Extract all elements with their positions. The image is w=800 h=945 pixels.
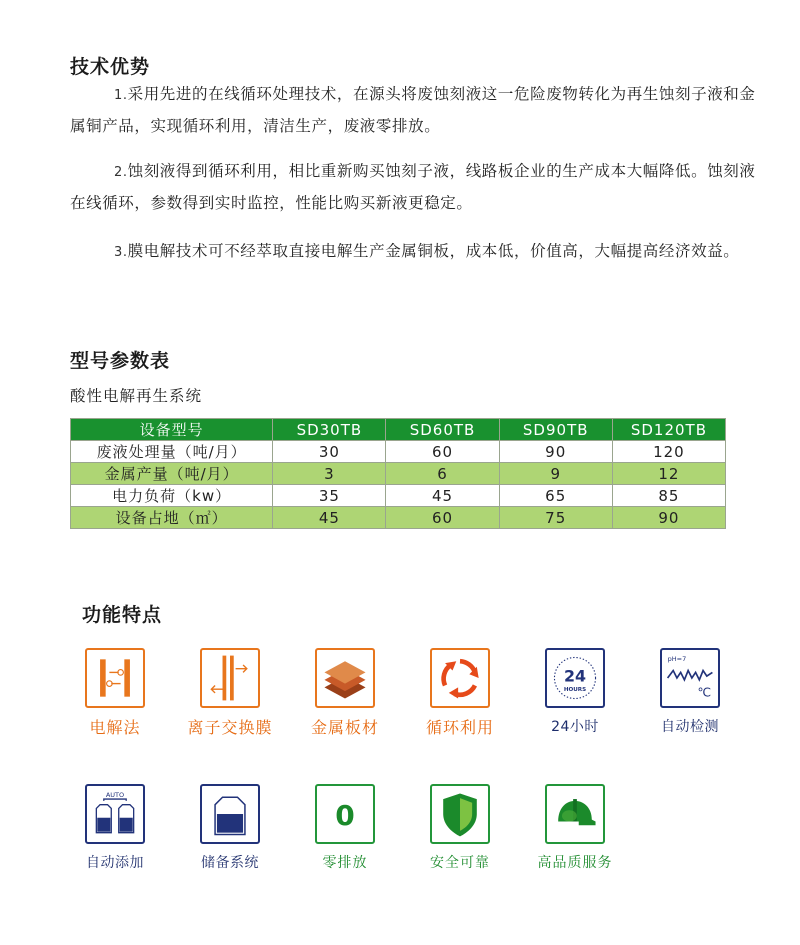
table-cell: 35 xyxy=(273,485,386,507)
table-header-cell: SD30TB xyxy=(273,419,386,441)
table-cell: 设备占地（㎡） xyxy=(71,507,273,529)
feature-label: 自动检测 xyxy=(661,719,719,735)
spec-table xyxy=(70,418,726,529)
section-title-advantages: 技术优势 xyxy=(70,56,151,78)
table-cell: 金属产量（吨/月） xyxy=(71,463,273,485)
icon-subtext: HOURS xyxy=(563,687,587,694)
icon-text: 24 xyxy=(563,666,587,686)
item-text: 蚀刻液得到循环利用，相比重新购买蚀刻子液，线路板企业的生产成本大幅降低。蚀刻液在线循环，参数得到实时监控，性能比购买新液更稳定。 xyxy=(70,162,756,212)
feature-label: 循环利用 xyxy=(425,718,494,737)
feature-label: 储备系统 xyxy=(201,855,259,871)
icon-text: AUTO xyxy=(105,791,125,800)
feature-label: 电解法 xyxy=(89,718,141,737)
table-cell: 30 xyxy=(273,441,386,463)
feature-label: 离子交换膜 xyxy=(187,718,273,737)
advantage-item-2 xyxy=(70,156,760,219)
table-cell: 90 xyxy=(499,441,612,463)
hard-hat-icon xyxy=(545,784,605,844)
advantage-item-3 xyxy=(70,236,760,268)
table-cell: 120 xyxy=(612,441,725,463)
table-cell: 废液处理量（吨/月） xyxy=(71,441,273,463)
spec-subtitle: 酸性电解再生系统 xyxy=(70,387,203,405)
table-cell: 45 xyxy=(273,507,386,529)
item-text: 膜电解技术可不经萃取直接电解生产金属铜板，成本低，价值高，大幅提高经济效益。 xyxy=(127,242,740,260)
recycle-icon xyxy=(430,648,490,708)
section-title-features: 功能特点 xyxy=(82,604,163,626)
feature-label: 金属板材 xyxy=(310,718,379,737)
icon-text: 0 xyxy=(335,799,355,833)
24-hours-icon xyxy=(545,648,605,708)
table-cell: 3 xyxy=(273,463,386,485)
table-cell: 75 xyxy=(499,507,612,529)
auto-add-icon xyxy=(85,784,145,844)
advantage-item-1 xyxy=(70,79,760,142)
table-cell: 90 xyxy=(612,507,725,529)
icon-subtext: ℃ xyxy=(697,685,712,700)
section-title-spec: 型号参数表 xyxy=(70,350,171,372)
table-cell: 9 xyxy=(499,463,612,485)
table-cell: 85 xyxy=(612,485,725,507)
table-cell: 65 xyxy=(499,485,612,507)
electrolysis-icon xyxy=(85,648,145,708)
icon-text: pH=7 xyxy=(667,655,687,664)
table-row xyxy=(71,463,726,485)
item-text: 采用先进的在线循环处理技术，在源头将废蚀刻液这一危险废物转化为再生蚀刻子液和金属铜产品，实现循环利用，清洁生产，废液零排放。 xyxy=(70,85,756,135)
table-row xyxy=(71,441,726,463)
feature-label: 自动添加 xyxy=(86,855,144,871)
table-cell: 60 xyxy=(386,441,499,463)
feature-label: 24小时 xyxy=(551,719,599,735)
shield-icon xyxy=(430,784,490,844)
metal-sheets-icon xyxy=(315,648,375,708)
item-number: 2. xyxy=(114,165,128,180)
item-number: 3. xyxy=(114,245,128,260)
table-row xyxy=(71,507,726,529)
table-header-row xyxy=(71,419,726,441)
feature-label: 安全可靠 xyxy=(430,855,490,871)
table-cell: 6 xyxy=(386,463,499,485)
feature-label: 高品质服务 xyxy=(537,855,613,871)
item-number: 1. xyxy=(114,88,128,103)
table-header-cell: SD120TB xyxy=(612,419,725,441)
table-cell: 60 xyxy=(386,507,499,529)
table-header-cell: 设备型号 xyxy=(71,419,273,441)
zero-emission-icon xyxy=(315,784,375,844)
ion-exchange-membrane-icon xyxy=(200,648,260,708)
storage-system-icon xyxy=(200,784,260,844)
table-header-cell: SD90TB xyxy=(499,419,612,441)
table-cell: 45 xyxy=(386,485,499,507)
feature-label: 零排放 xyxy=(322,855,368,871)
table-cell: 12 xyxy=(612,463,725,485)
table-cell: 电力负荷（kw） xyxy=(71,485,273,507)
table-row xyxy=(71,485,726,507)
table-header-cell: SD60TB xyxy=(386,419,499,441)
auto-detect-icon xyxy=(660,648,720,708)
